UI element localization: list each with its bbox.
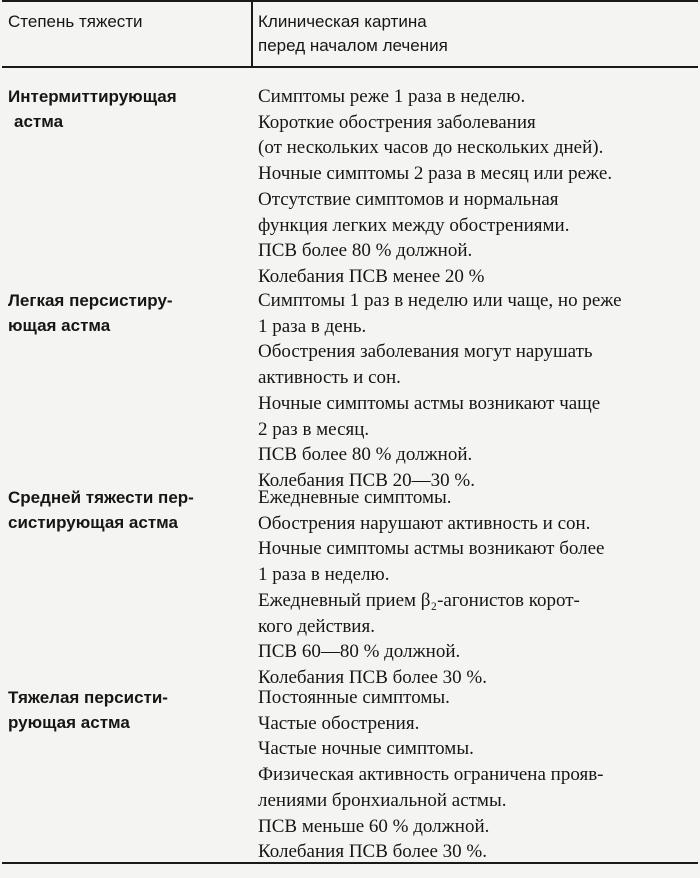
header-clinical-line: перед началом лечения: [258, 36, 448, 55]
header-severity: Степень тяжести: [8, 12, 143, 31]
desc-line: Колебания ПСВ более 30 %.: [258, 666, 487, 688]
severity-grade: [8, 685, 238, 735]
desc-line: Ночные симптомы астмы возникают более: [258, 538, 605, 560]
severity-grade: [8, 288, 238, 338]
desc-line: Колебания ПСВ менее 20 %: [258, 265, 485, 287]
desc-line: Симптомы 1 раз в неделю или чаще, но реже: [258, 290, 622, 311]
desc-line: Симптомы реже 1 раза в неделю.: [258, 86, 526, 107]
desc-line: Постоянные симптомы.: [258, 687, 450, 708]
desc-line: Ежедневные симптомы.: [258, 487, 452, 508]
severity-grade: [8, 84, 238, 134]
clinical-description: [258, 84, 698, 290]
header-bottom-rule: [2, 66, 698, 68]
desc-line: лениями бронхиальной астмы.: [258, 789, 507, 811]
desc-line: Обострения заболевания могут нарушать: [258, 341, 593, 363]
header-column-divider: [251, 0, 253, 66]
desc-line: Ночные симптомы астмы возникают чаще: [258, 392, 601, 414]
desc-line: (от нескольких часов до нескольких дней).: [258, 137, 604, 159]
grade-line: Легкая персистиру-: [8, 291, 173, 310]
desc-line: ПСВ более 80 % должной.: [258, 240, 473, 262]
desc-line: Колебания ПСВ более 30 %.: [258, 841, 487, 863]
desc-line: ПСВ более 80 % должной.: [258, 444, 473, 466]
desc-line: ПСВ 60—80 % должной.: [258, 641, 461, 663]
desc-line: Короткие обострения заболевания: [258, 111, 536, 133]
desc-line: Частые обострения.: [258, 712, 420, 734]
desc-line: Физическая активность ограничена прояв-: [258, 764, 604, 786]
desc-line: 1 раза в неделю.: [258, 564, 390, 586]
grade-line: ющая астма: [8, 316, 111, 335]
desc-line: кого действия.: [258, 615, 375, 637]
desc-line: Частые ночные симптомы.: [258, 738, 474, 760]
clinical-description: [258, 485, 698, 691]
desc-line: Обострения нарушают активность и сон.: [258, 512, 591, 534]
desc-line: Ночные симптомы 2 раза в месяц или реже.: [258, 163, 613, 185]
header-clinical-line: Клиническая картина: [258, 12, 427, 31]
grade-line: астма: [14, 112, 64, 131]
header-clinical-picture: [258, 10, 448, 58]
grade-line: систирующая астма: [8, 513, 178, 532]
grade-line: Тяжелая персисти-: [8, 688, 168, 707]
severity-grade: [8, 485, 238, 535]
desc-line: Колебания ПСВ 20—30 %.: [258, 469, 475, 491]
desc-line: функция легких между обострениями.: [258, 214, 570, 236]
desc-line: Отсутствие симптомов и нормальная: [258, 188, 559, 210]
clinical-description: [258, 685, 698, 865]
grade-line: Средней тяжести пер-: [8, 488, 194, 507]
clinical-description: [258, 288, 698, 494]
desc-line: 2 раз в месяц.: [258, 418, 370, 440]
desc-line: 1 раза в день.: [258, 315, 367, 337]
desc-line: активность и сон.: [258, 367, 401, 389]
desc-line: ПСВ меньше 60 % должной.: [258, 815, 490, 837]
grade-line: Интермиттирующая: [8, 87, 177, 106]
desc-line: Ежедневный прием β₂-агонистов корот-: [258, 589, 580, 611]
grade-line: рующая астма: [8, 713, 130, 732]
table-top-rule: [2, 0, 698, 2]
